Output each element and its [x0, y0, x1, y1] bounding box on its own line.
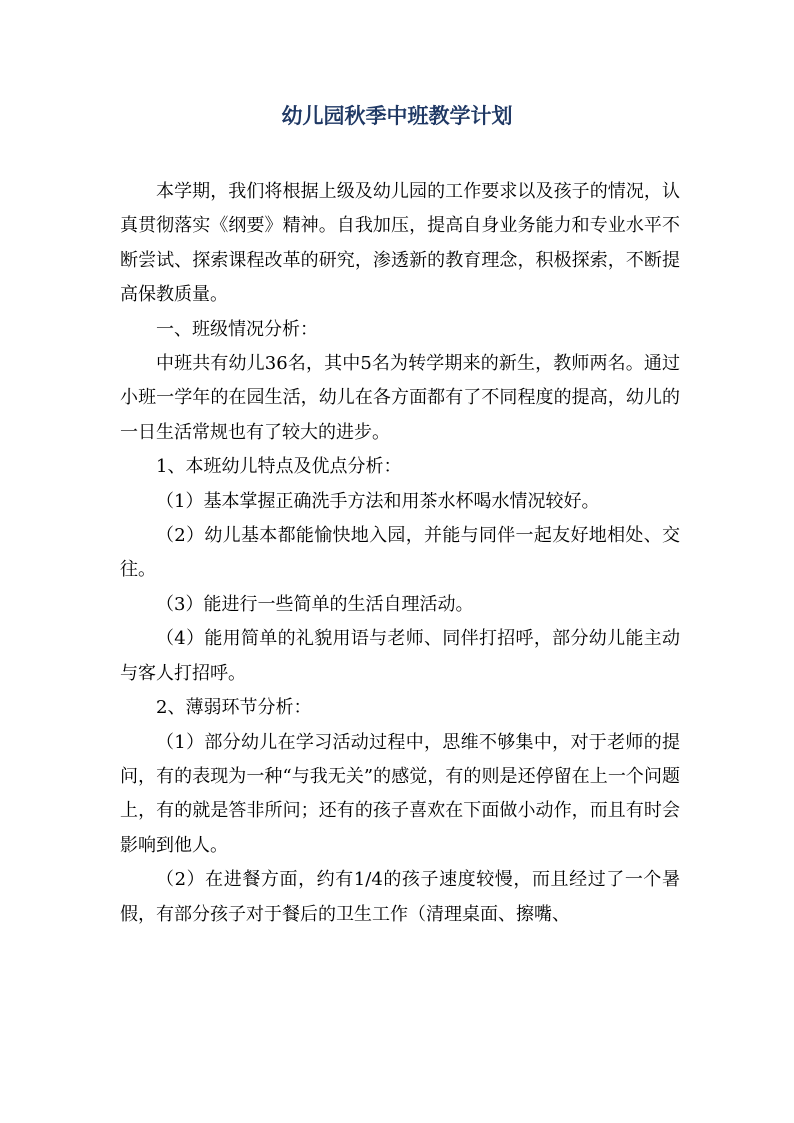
- section-heading-class-analysis: 一、班级情况分析：: [156, 318, 318, 340]
- list-item-strength-2: （2）幼儿基本都能愉快地入园，并能与同伴一起友好地相处、交往。: [120, 525, 680, 581]
- list-item-strength-1: （1）基本掌握正确洗手方法和用茶水杯喝水情况较好。: [156, 490, 600, 512]
- list-item-strength-3: （3）能进行一些简单的生活自理活动。: [156, 593, 474, 615]
- document-body: [120, 175, 680, 932]
- list-item-weakness-1: （1）部分幼儿在学习活动过程中，思维不够集中，对于老师的提问，有的表现为一种“与我无关”的感觉，有的则是还停留在上一个问题上，有的就是答非所问；还有的孩子喜欢在下面做小动作，而且有时会影响到他人。: [120, 731, 680, 856]
- subheading-weaknesses: 2、薄弱环节分析：: [156, 697, 312, 719]
- list-item-strength-4: （4）能用简单的礼貌用语与老师、同伴打招呼，部分幼儿能主动与客人打招呼。: [120, 628, 680, 684]
- list-item-weakness-2: （2）在进餐方面，约有1/4的孩子速度较慢，而且经过了一个暑假，有部分孩子对于餐后的卫生工作（清理桌面、擦嘴、: [120, 869, 680, 925]
- subheading-strengths: 1、本班幼儿特点及优点分析：: [156, 456, 402, 478]
- paragraph-intro: 本学期，我们将根据上级及幼儿园的工作要求以及孩子的情况，认真贯彻落实《纲要》精神。自我加压，提高自身业务能力和专业水平不断尝试、探索课程改革的研究，渗透新的教育理念，积极探索，不断提高保教质量。: [120, 181, 680, 306]
- paragraph-class-overview: 中班共有幼儿36名，其中5名为转学期来的新生，教师两名。通过小班一学年的在园生活，幼儿在各方面都有了不同程度的提高，幼儿的一日生活常规也有了较大的进步。: [120, 353, 680, 443]
- document-title: 幼儿园秋季中班教学计划: [281, 103, 513, 128]
